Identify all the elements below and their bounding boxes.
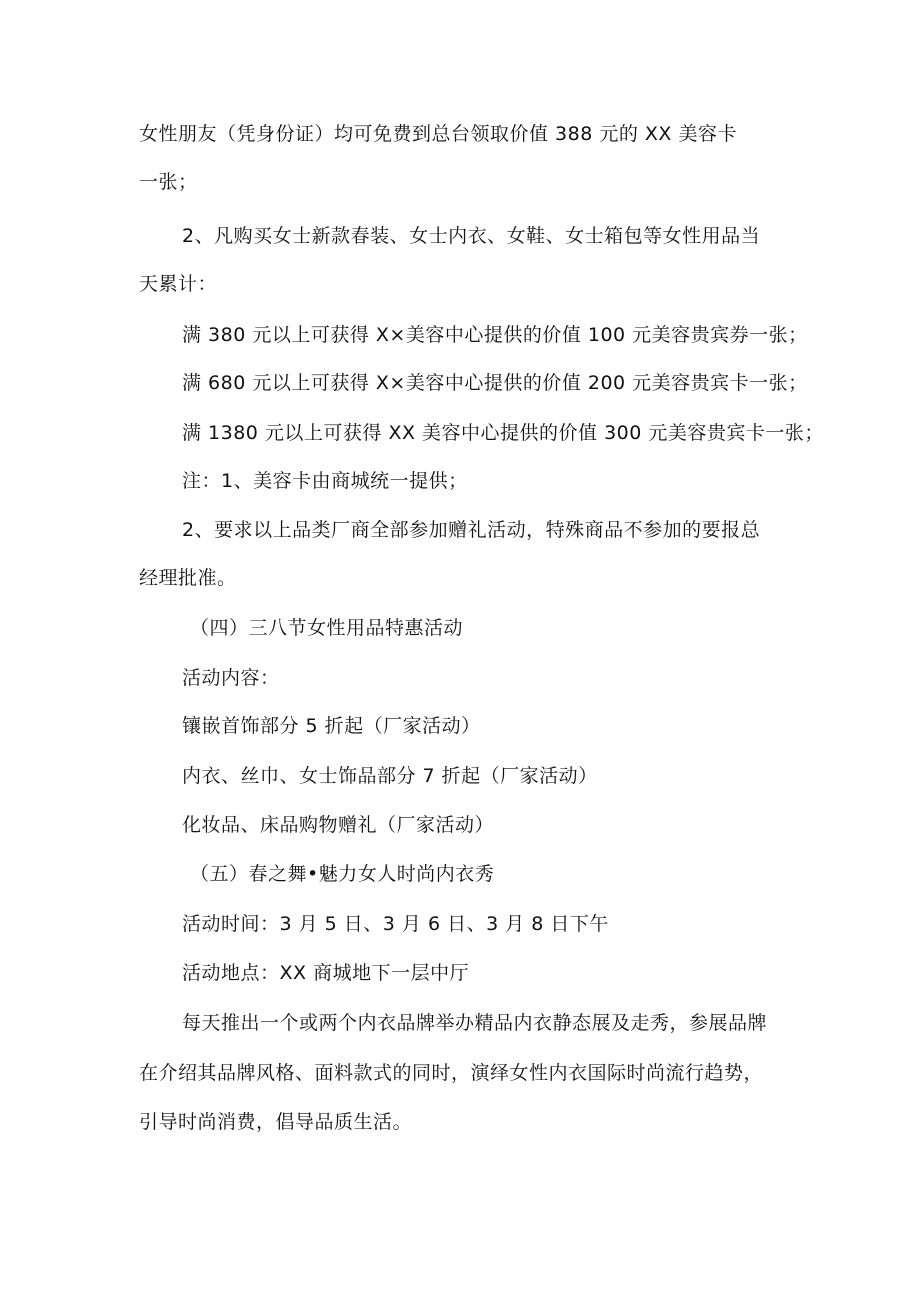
text-line-offer-intro: 女性朋友（凭身份证）均可免费到总台领取价值 388 元的 XX 美容卡	[139, 123, 737, 145]
text-line-description-2: 在介绍其品牌风格、面料款式的同时，演绎女性内衣国际时尚流行趋势，	[139, 1062, 764, 1084]
text-line-description-1: 每天推出一个或两个内衣品牌举办精品内衣静态展及走秀，参展品牌	[182, 1012, 768, 1034]
text-line-item-2-end: 天累计：	[139, 273, 218, 295]
text-line-activity-location: 活动地点：XX 商城地下一层中厅	[182, 962, 470, 984]
text-line-item-2: 2、凡购买女士新款春装、女士内衣、女鞋、女士箱包等女性用品当	[182, 225, 761, 247]
text-line-jewelry: 镶嵌首饰部分 5 折起（厂家活动）	[182, 715, 481, 737]
text-line-activity-time: 活动时间：3 月 5 日、3 月 6 日、3 月 8 日下午	[182, 913, 609, 935]
text-line-tier-680: 满 680 元以上可获得 X×美容中心提供的价值 200 元美容贵宾卡一张；	[182, 372, 808, 394]
text-line-note-2-end: 经理批准。	[139, 567, 237, 589]
text-line-note-1: 注：1、美容卡由商城统一提供；	[182, 470, 468, 492]
text-line-activity-content: 活动内容：	[182, 667, 280, 689]
section-heading-5: （五）春之舞•魅力女人时尚内衣秀	[190, 863, 495, 885]
text-line-cosmetics: 化妆品、床品购物赠礼（厂家活动）	[182, 814, 495, 836]
text-line-tier-1380: 满 1380 元以上可获得 XX 美容中心提供的价值 300 元美容贵宾卡一张；	[182, 422, 824, 444]
text-line-underwear: 内衣、丝巾、女士饰品部分 7 折起（厂家活动）	[182, 765, 598, 787]
text-line-description-3: 引导时尚消费，倡导品质生活。	[139, 1111, 413, 1133]
text-line-tier-380: 满 380 元以上可获得 X×美容中心提供的价值 100 元美容贵宾券一张；	[182, 324, 808, 346]
section-heading-4: （四）三八节女性用品特惠活动	[190, 617, 464, 639]
text-line-offer-intro-end: 一张；	[139, 171, 198, 193]
text-line-note-2: 2、要求以上品类厂商全部参加赠礼活动，特殊商品不参加的要报总	[182, 519, 761, 541]
